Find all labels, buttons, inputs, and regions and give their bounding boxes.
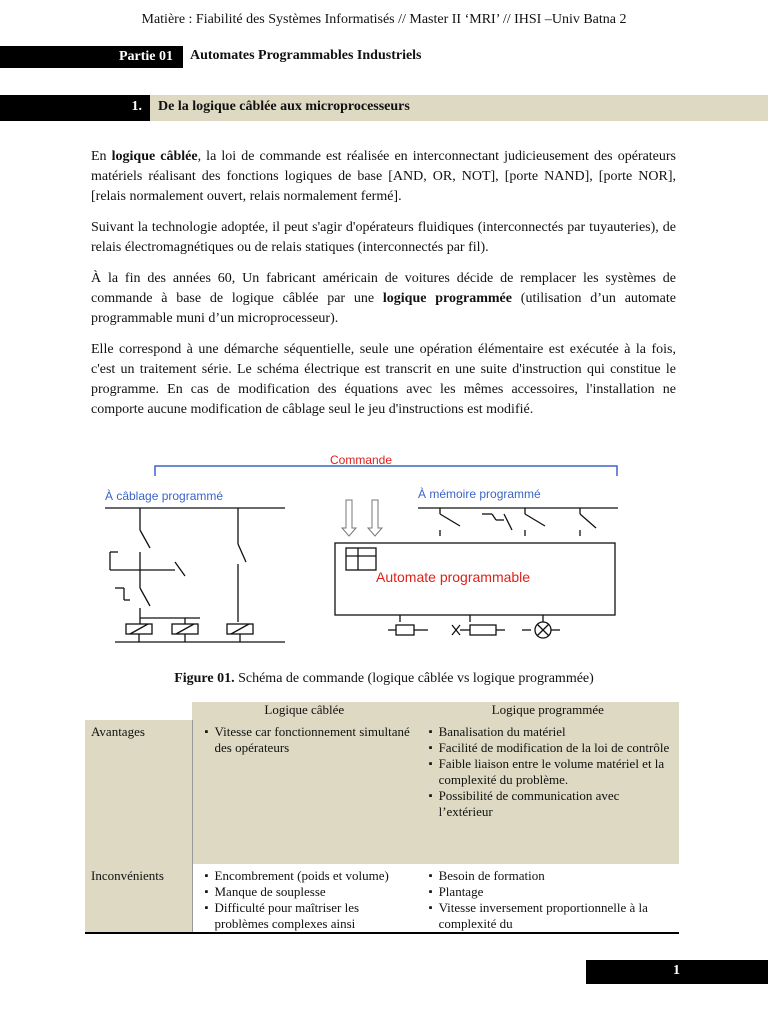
figure-caption-text: Schéma de commande (logique câblée vs logique programmée): [234, 671, 594, 686]
inconvenients-cablee-cell: [192, 864, 417, 933]
list-item: ▪ Faible liaison entre le volume matériel et la complexité du problème.: [429, 756, 673, 788]
list-item: ▪ Encombrement (poids et volume): [205, 868, 411, 884]
table-row: [85, 864, 679, 933]
inconvenients-programmee-cell: [417, 864, 679, 933]
part-label-box: [0, 46, 183, 68]
commande-lines: [155, 466, 617, 476]
commande-arrows: [342, 500, 382, 536]
page-number-box: [586, 960, 768, 984]
part-label: Partie 01: [118, 49, 173, 64]
row-label-inconvenients: Inconvénients: [85, 864, 192, 933]
document-header: Matière : Fiabilité des Systèmes Informatisés // Master II ‘MRI’ // IHSI –Univ Batna 2: [141, 12, 627, 27]
command-schematic-figure: [0, 440, 768, 665]
page-number: 1: [673, 963, 680, 978]
part-banner: [0, 46, 768, 68]
paragraph-technologie: Suivant la technologie adoptée, il peut s'agir d'opérateurs fluidiques (interconnectés par tuyauteries), de relais électromagnétiques ou de relais statiques (interconnectés par fil).: [91, 220, 676, 255]
table-header-programmee: Logique programmée: [417, 702, 679, 720]
section-banner: [0, 95, 768, 121]
paragraph-historique: [91, 269, 676, 329]
figure-label-memoire: À mémoire programmé: [418, 487, 541, 501]
list-item: ▪ Vitesse car fonctionnement simultané des opérateurs: [205, 724, 411, 756]
list-item: ▪ Banalisation du matériel: [429, 724, 673, 740]
figure-label-commande: Commande: [330, 453, 393, 467]
p1-text-a: En: [91, 149, 112, 164]
part-title: Automates Programmables Industriels: [190, 48, 422, 63]
list-item: ▪ Manque de souplesse: [205, 884, 411, 900]
comparison-table: [85, 702, 679, 934]
list-item: ▪ Vitesse inversement proportionnelle à la complexité du: [429, 900, 673, 932]
p3-bold: logique programmée: [382, 291, 512, 306]
p1-bold: logique câblée: [111, 149, 198, 164]
table-header-cablee: Logique câblée: [192, 702, 417, 720]
avantages-cablee-cell: [192, 720, 417, 864]
cablage-wiring: [105, 508, 285, 642]
figure-caption-label: Figure 01.: [174, 671, 235, 686]
table-header-row: [85, 702, 679, 720]
figure-label-cablage: À câblage programmé: [105, 489, 224, 503]
list-item: ▪ Facilité de modification de la loi de contrôle: [429, 740, 673, 756]
table-row: [85, 720, 679, 864]
p1-text-c: , la loi de commande est réalisée en interconnectant judicieusement des opérateurs matériels réalisant des fonctions logiques de base [AND, OR, NOT], [porte NAND], [porte NOR], [relais normalement ouvert, relais normalement fermé].: [91, 149, 676, 204]
table-corner: [85, 702, 192, 720]
list-item: ▪ Possibilité de communication avec l’extérieur: [429, 788, 673, 820]
paragraph-sequentielle: Elle correspond à une démarche séquentielle, seule une opération élémentaire est exécutée à la fois, c'est un traitement série. Le schéma électrique est transcrit en une suite d'instruction qui constitue le programme. En cas de modification des équations avec les mêmes accessoires, l'installation ne comporte aucune modification de câblage seul le jeu d'instructions est modifié.: [91, 342, 676, 417]
avantages-programmee-cell: [417, 720, 679, 864]
section-title: De la logique câblée aux microprocesseurs: [158, 99, 410, 114]
section-number: 1.: [131, 99, 142, 114]
paragraph-logique-cablee: [91, 147, 676, 207]
figure-caption: [0, 671, 768, 687]
list-item: ▪ Besoin de formation: [429, 868, 673, 884]
row-label-avantages: Avantages: [85, 720, 192, 864]
list-item: ▪ Difficulté pour maîtriser les problèmes complexes ainsi: [205, 900, 411, 932]
list-item: ▪ Plantage: [429, 884, 673, 900]
p3-text-c: (utilisation d’un automate programmable muni d’un microprocesseur).: [91, 291, 676, 326]
figure-label-automate: Automate programmable: [376, 569, 531, 585]
section-number-box: [0, 95, 150, 121]
p3-text-a: À la fin des années 60, Un fabricant américain de voitures décide de remplacer les systèmes de commande à base de logique câblée par une: [91, 271, 676, 306]
